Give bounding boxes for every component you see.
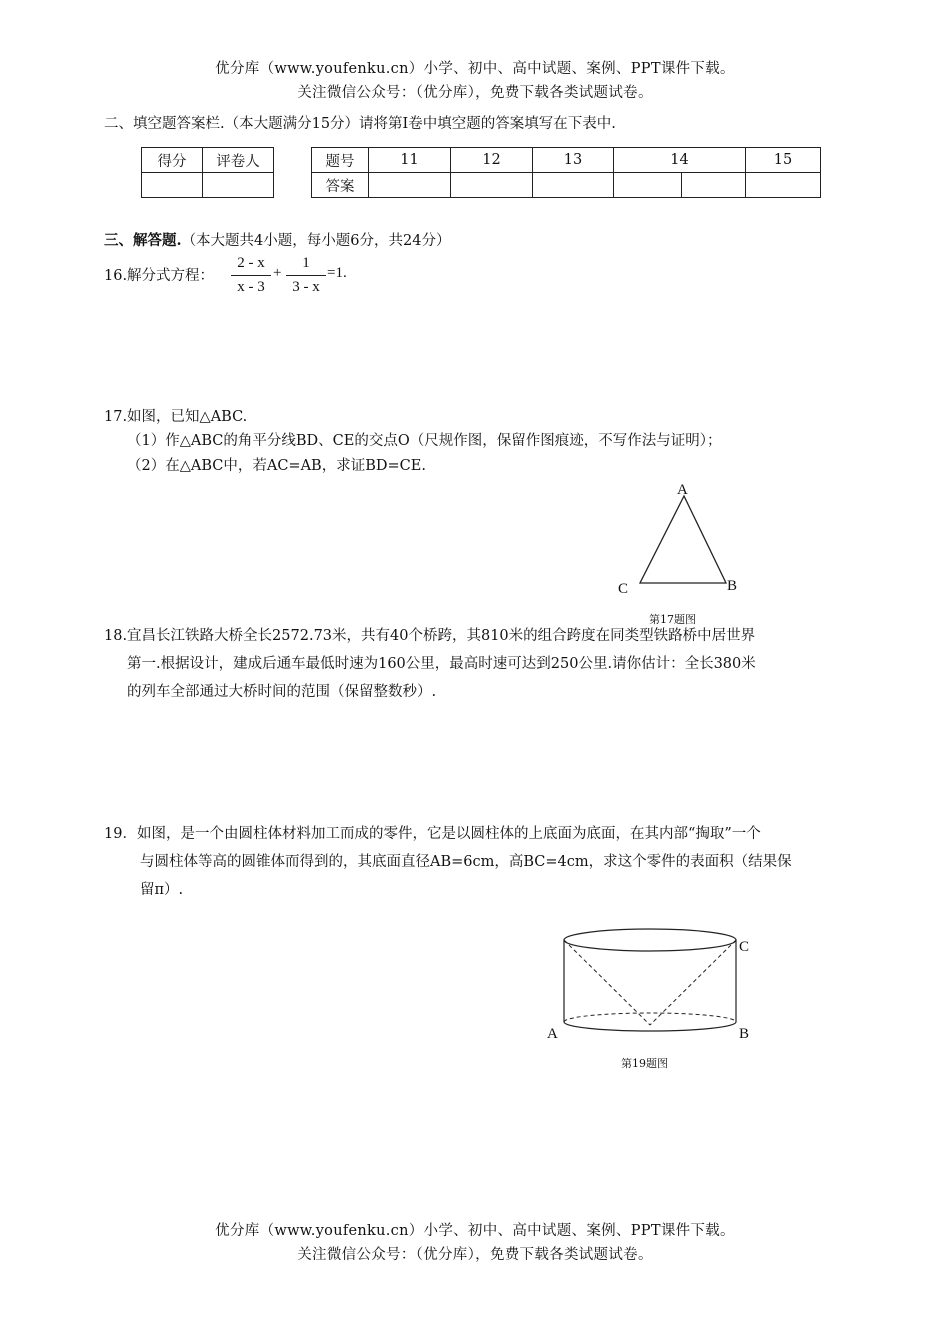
q16-frac2-numerator: 1 (302, 255, 310, 271)
answer-cell[interactable] (614, 173, 682, 198)
q19-caption: 第19题图 (621, 1057, 668, 1070)
q17-label-c: C (618, 581, 629, 597)
answer-table (311, 147, 821, 198)
q16-frac2-denominator: 3 - x (292, 279, 320, 295)
q16-frac1-numerator: 2 - x (237, 255, 265, 271)
header-line-2: 关注微信公众号：（优分库），免费下载各类试题试卷。 (297, 85, 653, 101)
answer-cell[interactable] (451, 173, 533, 198)
section2-note: （本大题满分15分）请将第Ⅰ卷中填空题的答案填写在下表中. (224, 116, 616, 132)
q17-part2: （2）在△ABC中，若AC=AB，求证BD=CE. (127, 458, 426, 474)
q19-line-2: 与圆柱体等高的圆锥体而得到的，其底面直径AB=6cm，高BC=4cm，求这个零件的表面积（结果保 (140, 854, 792, 870)
fraction-bar (286, 275, 326, 276)
q19-cylinder-figure (555, 920, 755, 1040)
section2-heading (104, 112, 616, 133)
q17-stem: 17.如图，已知△ABC. (104, 409, 248, 425)
section3-note: （本大题共4小题，每小题6分，共24分） (181, 233, 451, 249)
question-number: 12 (451, 148, 533, 173)
q18-line-2: 第一.根据设计，建成后通车最低时速为160公里，最高时速可达到250公里.请你估计：全长380米 (127, 656, 756, 672)
q18-text (104, 622, 864, 706)
question-number: 14 (614, 148, 746, 173)
q19-label-a: A (547, 1026, 558, 1042)
score-cell[interactable] (142, 173, 203, 198)
cylinder-bottom-back (564, 1013, 736, 1022)
q18-line-3: 的列车全部通过大桥时间的范围（保留整数秒）. (127, 684, 437, 700)
cone-right-edge (650, 940, 736, 1025)
q16-tail: =1. (327, 265, 347, 281)
cone-left-edge (564, 940, 650, 1025)
score-header: 得分 (142, 148, 203, 173)
q16-frac1-denominator: x - 3 (237, 279, 265, 295)
footer-line-1: 优分库（www.youfenku.cn）小学、初中、高中试题、案例、PPT课件下载。 (215, 1223, 735, 1239)
q19-line-1: 19．如图，是一个由圆柱体材料加工而成的零件，它是以圆柱体的上底面为底面，在其内部“掏取”一个 (104, 826, 761, 842)
section3-title: 三、解答题. (104, 232, 182, 249)
q19-line-3: 留π）. (140, 882, 184, 898)
grader-cell[interactable] (203, 173, 274, 198)
q17-label-b: B (727, 578, 738, 594)
q19-label-b: B (739, 1026, 750, 1042)
triangle-abc (640, 496, 726, 583)
q19-label-c: C (739, 939, 750, 955)
q17-label-a: A (677, 482, 688, 498)
q19-text (104, 820, 864, 904)
answer-cell[interactable] (682, 173, 746, 198)
q16-prefix: 16.解分式方程： (104, 268, 215, 284)
q17-caption: 第17题图 (649, 613, 696, 626)
answer-cell[interactable] (746, 173, 821, 198)
section2-title: 二、填空题答案栏. (104, 116, 225, 132)
q16-plus: + (273, 265, 282, 281)
section3-heading (104, 229, 450, 250)
q18-line-1: 18.宜昌长江铁路大桥全长2572.73米，共有40个桥跨，其810米的组合跨度在同类型铁路桥中居世界 (104, 628, 756, 644)
grader-header: 评卷人 (203, 148, 274, 173)
question-number: 15 (746, 148, 821, 173)
q17-part1: （1）作△ABC的角平分线BD、CE的交点O（尺规作图，保留作图痕迹，不写作法与证明）； (127, 433, 722, 449)
cylinder-bottom-front (564, 1022, 736, 1031)
answer-row-label: 答案 (312, 173, 369, 198)
footer-line-2: 关注微信公众号：（优分库），免费下载各类试题试卷。 (297, 1247, 653, 1263)
answer-cell[interactable] (533, 173, 614, 198)
fraction-bar (231, 275, 271, 276)
question-number: 13 (533, 148, 614, 173)
question-number: 11 (369, 148, 451, 173)
number-row-label: 题号 (312, 148, 369, 173)
score-table (141, 147, 274, 198)
header-line-1: 优分库（www.youfenku.cn）小学、初中、高中试题、案例、PPT课件下载。 (215, 61, 735, 77)
cylinder-top-ellipse (564, 929, 736, 951)
answer-cell[interactable] (369, 173, 451, 198)
